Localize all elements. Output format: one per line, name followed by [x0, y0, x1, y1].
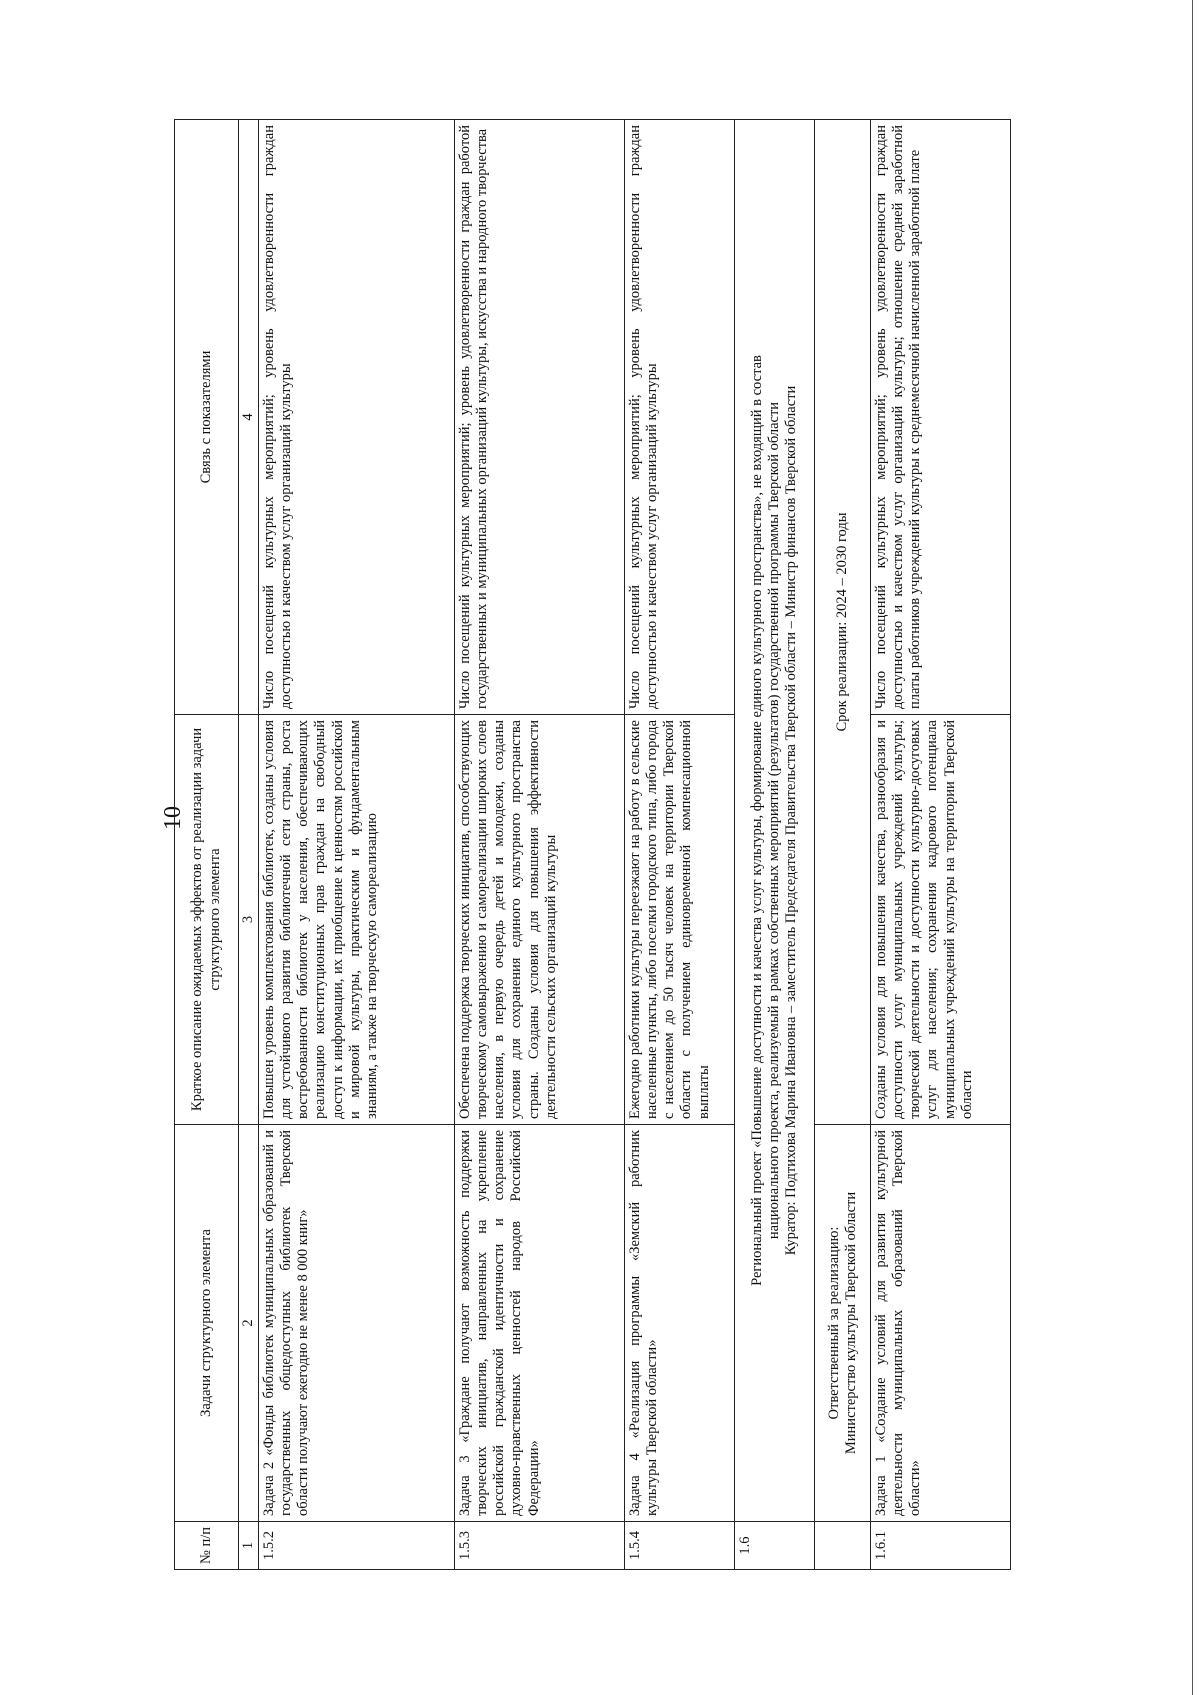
row-effect: Ежегодно работники культуры переезжают на работу в сельские населенные пункты, либо поселки городского типа, либо города с населением до 50 тысяч человек на территории Тверской области с получением единовременной компенсационной выплаты — [625, 715, 735, 1125]
row-link: Число посещений культурных мероприятий; уровень удовлетворенности граждан доступностью и качеством услуг организаций культуры — [625, 120, 735, 715]
project-line: Региональный проект «Повышение доступности и качества услуг культуры, формирование единого культурного пространства», не входящий в состав — [748, 355, 765, 1286]
scan-edge-line — [1192, 0, 1193, 1695]
row-task: Задача 3 «Граждане получают возможность поддержки творческих инициатив, направленных на укрепление российской гражданской идентичности и сохранение духовно-нравственных ценностей народов Российской Федерации» — [455, 1125, 625, 1522]
table-row — [455, 120, 625, 1570]
row-link: Число посещений культурных мероприятий; уровень удовлетворенности граждан доступностью и качеством услуг организаций культуры — [259, 120, 455, 715]
row-link: Число посещений культурных мероприятий; уровень удовлетворенности граждан работой государственных и муниципальных организаций культуры, искусства и народного творчества — [455, 120, 625, 715]
table-row — [625, 120, 735, 1570]
project-row — [735, 120, 815, 1570]
table-row — [259, 120, 455, 1570]
row-effect: Созданы условия для повышения качества, разнообразия и доступности услуг муниципальных учреждений культуры; творческой деятельности и доступности культурно-досуговых услуг для населения; сохранения кадрового потенциала муниципальных учреждений культуры на территории Тверской области — [871, 715, 1011, 1125]
header-task: Задачи структурного элемента — [175, 1125, 239, 1522]
column-number: 3 — [239, 715, 259, 1125]
row-number: 1.5.2 — [259, 1522, 455, 1570]
page-number: 10 — [160, 806, 186, 830]
row-task: Задача 1 «Создание условий для развития культурной деятельности муниципальных образований Тверской области» — [871, 1125, 1011, 1522]
project-line: национального проекта, реализуемый в рамках собственных мероприятий (результатов) государственной программы Тверской области — [766, 401, 783, 1240]
row-task: Задача 2 «Фонды библиотек муниципальных образований и государственных общедоступных библиотек Тверской области получают ежегодно не менее 8 000 книг» — [259, 1125, 455, 1522]
empty-cell — [815, 1522, 871, 1570]
responsible-cell — [815, 1125, 871, 1522]
header-link: Связь с показателями — [175, 120, 239, 715]
responsible-row — [815, 120, 871, 1570]
project-title — [735, 120, 815, 1522]
rotated-table-container — [174, 120, 1114, 1570]
column-number: 2 — [239, 1125, 259, 1522]
project-period: Срок реализации: 2024 – 2030 годы — [815, 120, 871, 1125]
project-curator: Куратор: Подтихова Марина Ивановна – заместитель Председателя Правительства Тверской области – Министр финансов Тверской области — [783, 385, 800, 1256]
row-effect: Повышен уровень комплектования библиотек, созданы условия для устойчивого развития библиотечной сети страны, роста востребованности библиотек у населения, обеспечивающих реализацию конституционных прав граждан на свободный доступ к информации, их приобщение к ценностям российской и мировой культуры, практическим и фундаментальным знаниям, а также на творческую самореализацию — [259, 715, 455, 1125]
column-number: 4 — [239, 120, 259, 715]
responsible-org: Министерство культуры Тверской области — [842, 1191, 859, 1455]
column-number: 1 — [239, 1522, 259, 1570]
table-row — [871, 120, 1011, 1570]
row-number: 1.6.1 — [871, 1522, 1011, 1570]
row-task: Задача 4 «Реализация программы «Земский работник культуры Тверской области» — [625, 1125, 735, 1522]
header-num: № п/п — [175, 1522, 239, 1570]
header-effect: Краткое описание ожидаемых эффектов от реализации задачи структурного элемента — [175, 715, 239, 1125]
tasks-table — [174, 119, 1011, 1570]
row-effect: Обеспечена поддержка творческих инициатив, способствующих творческому самовыражению и самореализации широких слоев населения, в первую очередь детей и молодежи, созданы условия для сохранения единого культурного пространства страны. Созданы условия для повышения эффективности деятельности сельских организаций культуры — [455, 715, 625, 1125]
row-number: 1.5.4 — [625, 1522, 735, 1570]
row-number: 1.5.3 — [455, 1522, 625, 1570]
responsible-label: Ответственный за реализацию: — [825, 1226, 842, 1420]
row-number: 1.6 — [735, 1522, 815, 1570]
row-link: Число посещений культурных мероприятий; уровень удовлетворенности граждан доступностью и качеством услуг организаций культуры; отношение средней заработной платы работников учреждений культуры к среднемесячной начисленной заработной плате — [871, 120, 1011, 715]
